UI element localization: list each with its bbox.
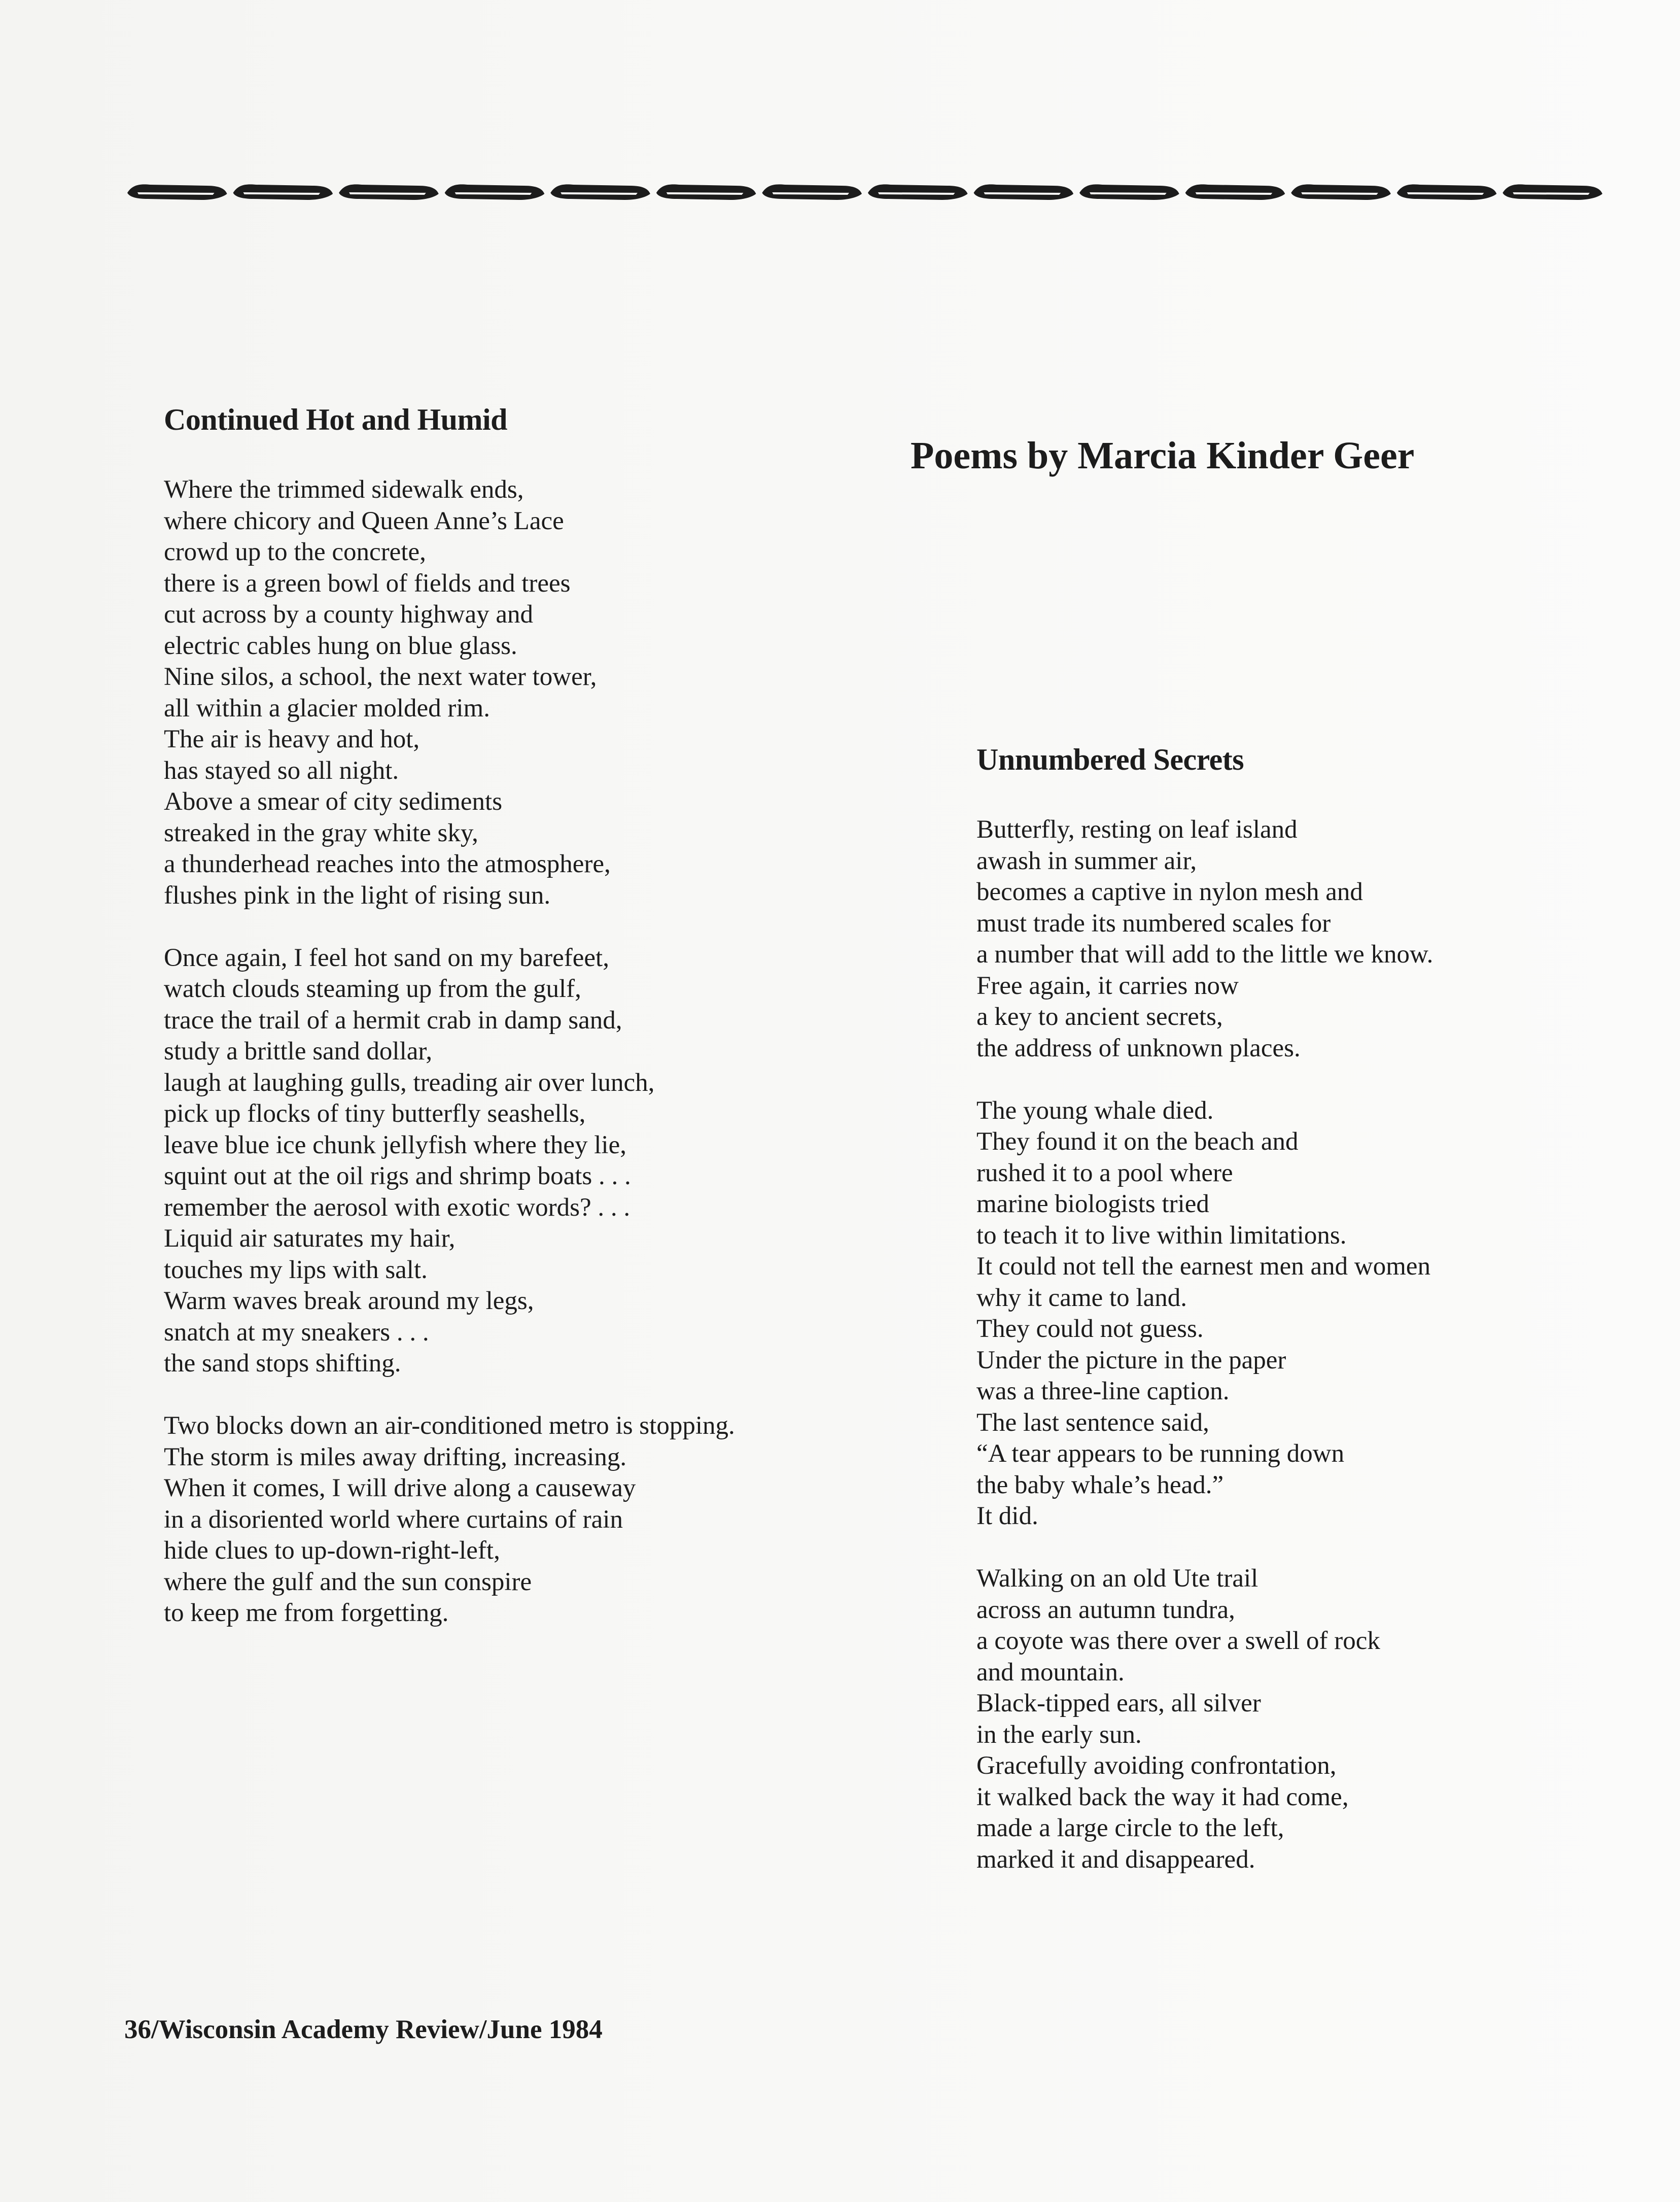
chain-link (1291, 184, 1391, 200)
poem-line: and mountain. (976, 1658, 1125, 1687)
poem-line: Above a smear of city sediments (164, 787, 503, 816)
page-footer: 36/Wisconsin Academy Review/June 1984 (124, 2015, 603, 2044)
poem-line: a coyote was there over a swell of rock (976, 1627, 1380, 1655)
poem-line: to teach it to live within limitations. (976, 1221, 1347, 1250)
poem-line: remember the aerosol with exotic words? . . . (164, 1193, 631, 1222)
poem-line: flushes pink in the light of rising sun. (164, 881, 551, 910)
chain-link (868, 184, 968, 200)
chain-link (1397, 184, 1497, 200)
byline: Poems by Marcia Kinder Geer (911, 434, 1415, 477)
stanza (164, 474, 735, 911)
poem-line: crowd up to the concrete, (164, 538, 426, 566)
stanza (976, 1563, 1433, 1875)
poem-line: it walked back the way it had come, (976, 1782, 1349, 1811)
poem-line: trace the trail of a hermit crab in damp sand, (164, 1006, 622, 1035)
poem-line: Gracefully avoiding confrontation, (976, 1751, 1337, 1780)
poem-line: marine biologists tried (976, 1190, 1209, 1218)
chain-link (1079, 184, 1179, 200)
chain-link (974, 184, 1074, 200)
poem-line: squint out at the oil rigs and shrimp boats . . . (164, 1162, 631, 1190)
chain-link (233, 184, 333, 200)
poem-line: Nine silos, a school, the next water tower, (164, 663, 597, 691)
stanza (976, 814, 1433, 1064)
poem-line: the baby whale’s head.” (976, 1470, 1224, 1499)
poem-line: study a brittle sand dollar, (164, 1037, 433, 1065)
poem-line: streaked in the gray white sky, (164, 818, 478, 847)
poem-title-continued-hot-and-humid: Continued Hot and Humid (164, 403, 508, 436)
poem-line: Once again, I feel hot sand on my barefeet, (164, 943, 609, 972)
poem-line: why it came to land. (976, 1283, 1187, 1312)
stanza (976, 1095, 1433, 1532)
chain-link (550, 184, 650, 200)
poem-line: a thunderhead reaches into the atmosphere, (164, 850, 611, 878)
poem-line: Warm waves break around my legs, (164, 1287, 534, 1315)
poem-line: awash in summer air, (976, 846, 1197, 875)
chain-link (1185, 184, 1285, 200)
poem-line: there is a green bowl of fields and trees (164, 569, 571, 598)
poem-line: They could not guess. (976, 1315, 1204, 1343)
poem-line: all within a glacier molded rim. (164, 694, 490, 722)
decorative-chain-border (124, 178, 1605, 208)
poem-line: a key to ancient secrets, (976, 1003, 1223, 1031)
poem-line: snatch at my sneakers . . . (164, 1318, 429, 1347)
poem-line: Black-tipped ears, all silver (976, 1689, 1261, 1717)
poem-line: the address of unknown places. (976, 1034, 1301, 1062)
poem-line: must trade its numbered scales for (976, 909, 1331, 938)
poem-line: When it comes, I will drive along a causeway (164, 1474, 636, 1502)
poem-line: a number that will add to the little we know. (976, 940, 1433, 969)
poem-line: electric cables hung on blue glass. (164, 631, 517, 660)
chain-link (445, 184, 545, 200)
poem-line: leave blue ice chunk jellyfish where they lie, (164, 1130, 626, 1159)
poem-line: Two blocks down an air-conditioned metro is stopping. (164, 1412, 735, 1440)
poem-line: cut across by a county highway and (164, 600, 533, 629)
chain-link (339, 184, 439, 200)
poem-line: Butterfly, resting on leaf island (976, 815, 1298, 844)
poem-line: Under the picture in the paper (976, 1346, 1286, 1374)
chain-link (656, 184, 756, 200)
poem-body-unnumbered-secrets (976, 814, 1433, 1907)
poem-line: It could not tell the earnest men and women (976, 1252, 1431, 1281)
poem-line: The air is heavy and hot, (164, 725, 420, 753)
chain-link (1502, 184, 1602, 200)
poem-line: where chicory and Queen Anne’s Lace (164, 506, 564, 535)
poem-line: Where the trimmed sidewalk ends, (164, 475, 524, 504)
poem-line: has stayed so all night. (164, 756, 399, 785)
poem-line: It did. (976, 1502, 1038, 1530)
poem-line: touches my lips with salt. (164, 1255, 428, 1284)
poem-line: They found it on the beach and (976, 1127, 1299, 1156)
poem-line: becomes a captive in nylon mesh and (976, 878, 1363, 906)
poem-line: to keep me from forgetting. (164, 1599, 449, 1627)
poem-title-unnumbered-secrets: Unnumbered Secrets (976, 743, 1244, 776)
stanza (164, 943, 735, 1380)
poem-line: the sand stops shifting. (164, 1349, 401, 1378)
poem-line: in the early sun. (976, 1720, 1142, 1749)
poem-line: watch clouds steaming up from the gulf, (164, 975, 581, 1003)
poem-line: made a large circle to the left, (976, 1814, 1284, 1842)
poem-line: where the gulf and the sun conspire (164, 1567, 532, 1596)
poem-line: “A tear appears to be running down (976, 1439, 1345, 1468)
poem-line: laugh at laughing gulls, treading air over lunch, (164, 1068, 655, 1097)
poem-line: The last sentence said, (976, 1408, 1209, 1437)
chain-link (762, 184, 862, 200)
poem-line: Free again, it carries now (976, 971, 1239, 1000)
poem-line: hide clues to up-down-right-left, (164, 1536, 500, 1565)
poem-line: Liquid air saturates my hair, (164, 1224, 456, 1253)
poem-line: rushed it to a pool where (976, 1158, 1233, 1187)
poem-line: The young whale died. (976, 1096, 1214, 1125)
chain-link (127, 184, 227, 200)
poem-body-continued-hot-and-humid (164, 474, 735, 1660)
poem-line: across an autumn tundra, (976, 1595, 1235, 1624)
poem-line: was a three-line caption. (976, 1377, 1230, 1405)
poem-line: in a disoriented world where curtains of rain (164, 1505, 623, 1534)
stanza (164, 1410, 735, 1629)
poem-line: pick up flocks of tiny butterfly seashells, (164, 1099, 586, 1128)
poem-line: The storm is miles away drifting, increasing. (164, 1442, 627, 1471)
poem-line: Walking on an old Ute trail (976, 1564, 1258, 1593)
poem-line: marked it and disappeared. (976, 1845, 1255, 1874)
